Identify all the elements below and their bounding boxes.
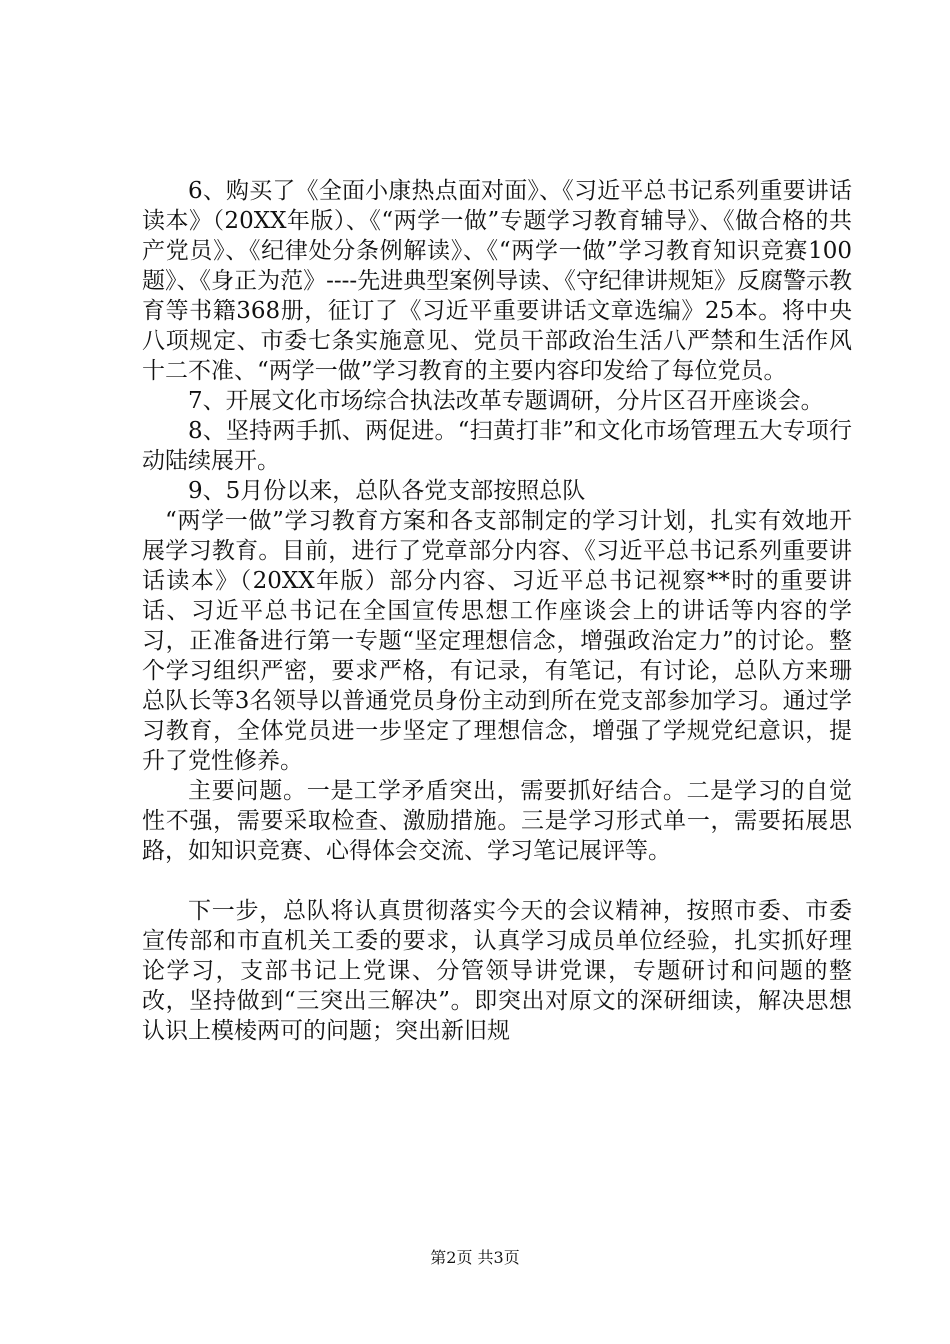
paragraph-item-6: 6、购买了《全面小康热点面对面》、《习近平总书记系列重要讲话读本》（20XX年版）、《“两学一做”专题学习教育辅导》、《做合格的共产党员》、《纪律处分条例解读》、《“两学一做”学习教育知识竞赛100题》、《身正为范》----先进典型案例导读、《守纪律讲规矩》反腐警示教育等书籍368册，征订了《习近平重要讲话文章选编》25本。将中央八项规定、市委七条实施意见、党员干部政治生活八严禁和生活作风十二不准、“两学一做”学习教育的主要内容印发给了每位党员。: [142, 178, 852, 384]
paragraph-spacer: [142, 866, 852, 896]
paragraph-item-8: 8、坚持两手抓、两促进。“扫黄打非”和文化市场管理五大专项行动陆续展开。: [142, 418, 852, 474]
page-footer: 第2页 共3页: [430, 1248, 520, 1267]
paragraph-next-steps: 下一步，总队将认真贯彻落实今天的会议精神，按照市委、市委宣传部和市直机关工委的要求，认真学习成员单位经验，扎实抓好理论学习，支部书记上党课、分管领导讲党课，专题研讨和问题的整改，坚持做到“三突出三解决”。即突出对原文的深研细读，解决思想认识上模棱两可的问题；突出新旧规: [142, 898, 852, 1044]
document-body: [142, 176, 852, 1046]
paragraph-item-7: 7、开展文化市场综合执法改革专题调研，分片区召开座谈会。: [188, 388, 824, 414]
paragraph-item-9: 9、5月份以来，总队各党支部按照总队: [188, 478, 586, 504]
paragraph-main-problems: 主要问题。一是工学矛盾突出，需要抓好结合。二是学习的自觉性不强，需要采取检查、激励措施。三是学习形式单一，需要拓展思路，如知识竞赛、心得体会交流、学习笔记展评等。: [142, 778, 852, 864]
paragraph-item-9-continued: “两学一做”学习教育方案和各支部制定的学习计划，扎实有效地开展学习教育。目前，进行了党章部分内容、《习近平总书记系列重要讲话读本》（20XX年版）部分内容、习近平总书记视察**时的重要讲话、习近平总书记在全国宣传思想工作座谈会上的讲话等内容的学习，正准备进行第一专题“坚定理想信念，增强政治定力”的讨论。整个学习组织严密，要求严格，有记录，有笔记，有讨论，总队方来珊总队长等3名领导以普通党员身份主动到所在党支部参加学习。通过学习教育，全体党员进一步坚定了理想信念，增强了学规党纪意识，提升了党性修养。: [142, 508, 852, 774]
